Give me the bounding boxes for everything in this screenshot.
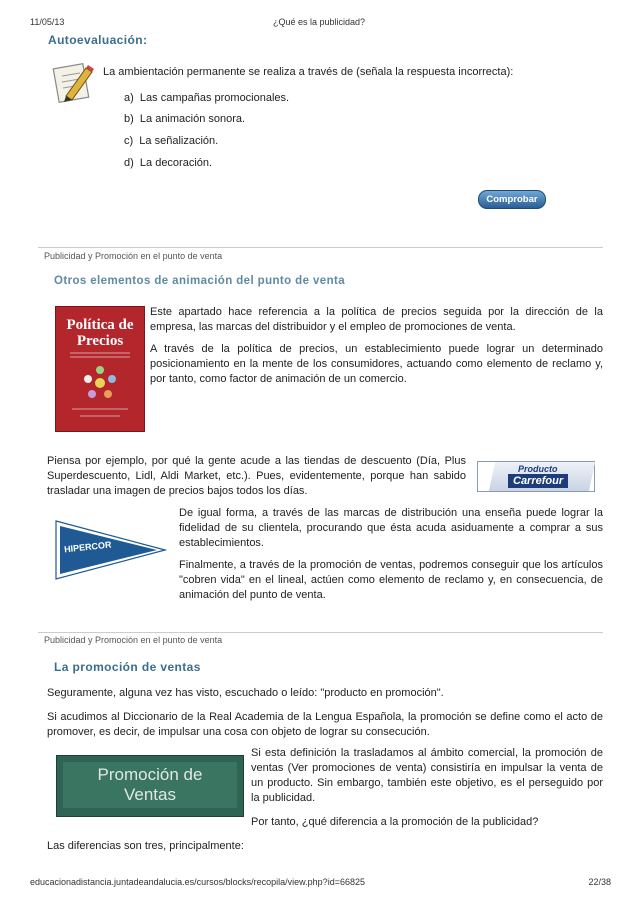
paragraph: Piensa por ejemplo, por qué la gente acude a las tiendas de descuento (Día, Plus Superdescuento, Lidl, Aldi Market, etc.). Pues, evidentemente, porque han sabido trasladar una imagen de precios bajos todos los días. (47, 455, 466, 497)
divider (38, 632, 603, 633)
paragraph-text: Si esta definición la trasladamos al ámbito comercial, la promoción de ventas (Ver promociones de venta) consistiría en impulsar la venta de un producto. Sin embargo, también este objetivo, es el perseguido por la publicidad. (251, 747, 603, 804)
check-button[interactable]: Comprobar (478, 190, 546, 209)
hipercor-text: HIPERCOR (63, 539, 112, 555)
footer-url: educacionadistancia.juntadeandalucia.es/cursos/blocks/recopila/view.php?id=66825 (30, 877, 365, 887)
book-cover-image (55, 306, 145, 432)
option-letter: b) (124, 113, 134, 125)
paragraph: De igual forma, a través de las marcas de distribución una enseña puede lograr la fidelidad de su clientela, procurando que ésta acuda asiduamente a comprar a sus establecimientos. (179, 507, 603, 549)
option-text: Las campañas promocionales. (139, 92, 290, 104)
section1-title: Otros elementos de animación del punto de venta (54, 275, 346, 287)
section2-title: La promoción de ventas (54, 660, 201, 674)
print-date: 11/05/13 (30, 17, 65, 27)
document-title: ¿Qué es la publicidad? (272, 17, 366, 27)
carrefour-top-text: Producto (518, 464, 558, 474)
promotion-banner-image (56, 755, 244, 817)
book-emblem-icon (56, 349, 144, 421)
option-letter: a) (124, 92, 134, 104)
paragraph: Seguramente, alguna vez has visto, escuchado o leído: "producto en promoción". (47, 687, 444, 699)
option-text: La animación sonora. (139, 113, 246, 125)
carrefour-bottom-text: Carrefour (508, 474, 568, 488)
banner-line1: Promoción de (97, 765, 203, 784)
paragraph: A través de la política de precios, un establecimiento puede lograr un determinado posicionamiento en la mente de los consumidores, actuando como elemento de reclamo y, por tanto, como factor de animación de un comercio. (150, 343, 603, 385)
option-c[interactable] (124, 134, 218, 149)
self-eval-question: La ambientación permanente se realiza a través de (señala la respuesta incorrecta): (103, 66, 514, 78)
option-d[interactable] (124, 156, 212, 171)
pencil-paper-icon (52, 60, 96, 104)
divider (38, 247, 603, 248)
banner-line2: Ventas (124, 785, 176, 804)
paragraph: Este apartado hace referencia a la política de precios seguida por la dirección de la empresa, las marcas del distribuidor y el empleo de promociones de venta. (150, 306, 603, 333)
carrefour-logo (477, 461, 595, 492)
paragraph: Las diferencias son tres, principalmente: (47, 840, 244, 852)
paragraph: Si acudimos al Diccionario de la Real Academia de la Lengua Española, la promoción se define como el acto de promover, es decir, de impulsar una cosa con objeto de lograr su consecución. (47, 711, 603, 738)
paragraph: Finalmente, a través de la promoción de ventas, podremos conseguir que los artículos "cobren vida" en el lineal, actúen como elemento de reclamo y, en consecuencia, de animación del punto de venta. (179, 559, 603, 601)
option-letter: c) (124, 135, 134, 147)
self-eval-title: Autoevaluación: (48, 33, 148, 47)
page-number: 22/38 (588, 877, 611, 887)
paragraph: Por tanto, ¿qué diferencia a la promoción de la publicidad? (251, 816, 539, 828)
option-text: La señalización. (139, 135, 219, 147)
book-title: Política de Precios (66, 317, 134, 349)
section-label: Publicidad y Promoción en el punto de venta (44, 251, 223, 261)
hipercor-pennant-image (54, 517, 167, 583)
section-label: Publicidad y Promoción en el punto de venta (44, 635, 223, 645)
option-text: La decoración. (139, 157, 213, 169)
option-b[interactable] (124, 112, 245, 127)
paragraph (251, 746, 603, 806)
option-a[interactable] (124, 91, 289, 106)
option-letter: d) (124, 157, 134, 169)
